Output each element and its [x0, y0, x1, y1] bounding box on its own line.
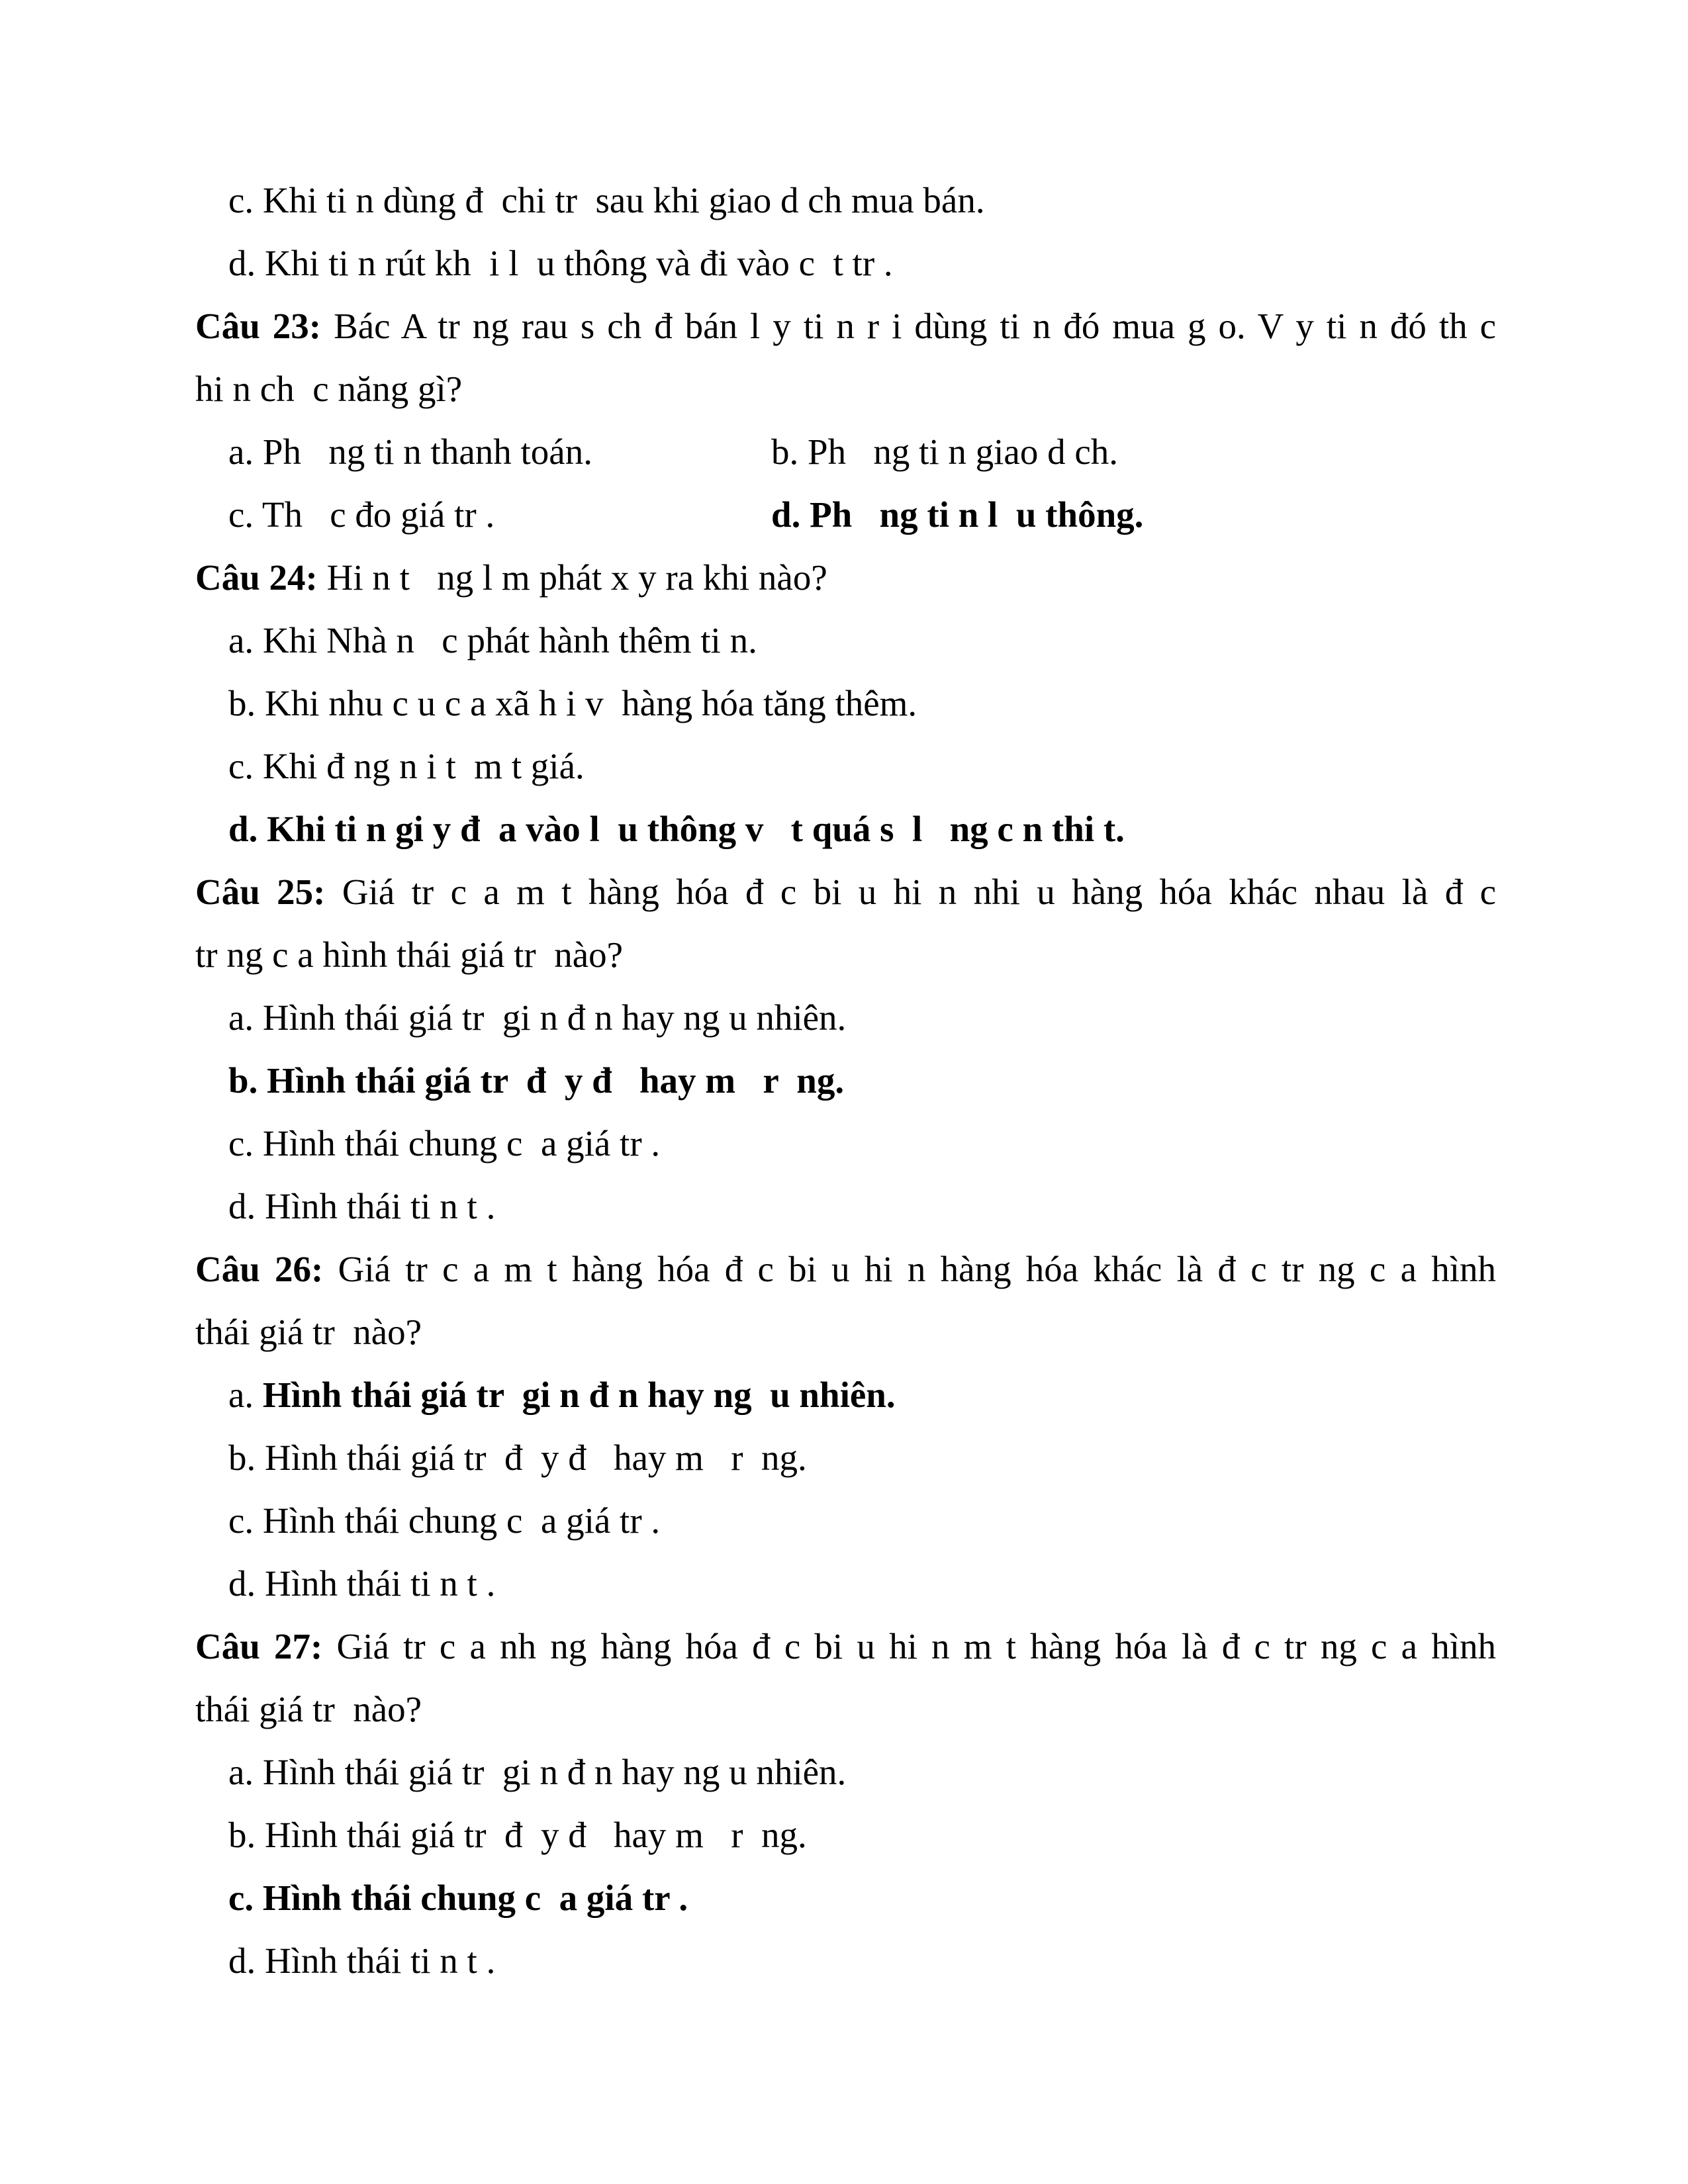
option-line [195, 1112, 1496, 1175]
option-line [195, 1552, 1496, 1615]
text-segment: a. Khi Nhà n c phát hành thêm ti n. [228, 620, 757, 660]
text-segment: c. Khi đ ng n i t m t giá. [228, 746, 585, 786]
text-segment: d. Hình thái ti n t . [228, 1563, 496, 1604]
question-line [195, 1615, 1496, 1678]
text-segment: hi n ch c năng gì? [195, 369, 463, 409]
option-line [195, 986, 1496, 1049]
text-segment: a. [228, 1375, 263, 1415]
text-segment: Câu 25: [195, 872, 342, 912]
text-segment: b. Hình thái giá tr đ y đ hay m r ng. [228, 1815, 807, 1855]
text-segment: thái giá tr nào? [195, 1312, 422, 1352]
text-segment: d. Hình thái ti n t . [228, 1940, 496, 1981]
continuation-line [195, 923, 1496, 986]
option-line [195, 672, 1496, 735]
continuation-line [195, 357, 1496, 420]
question-line [195, 546, 1496, 609]
option-line [195, 1049, 1496, 1112]
option-right-column [771, 420, 1118, 483]
text-segment: Giá tr c a m t hàng hóa đ c bi u hi n hàng hóa khác là đ c tr ng c a hình [338, 1249, 1497, 1289]
text-segment: d. Ph ng ti n l u thông. [771, 494, 1144, 535]
question-line [195, 860, 1496, 923]
text-segment: b. Ph ng ti n giao d ch. [771, 432, 1119, 472]
option-line [195, 609, 1496, 672]
text-segment: d. Khi ti n rút kh i l u thông và đi vào c t tr . [228, 243, 893, 283]
continuation-line [195, 1678, 1496, 1741]
text-segment: Hi n t ng l m phát x y ra khi nào? [326, 557, 827, 598]
document-body [195, 169, 1496, 1992]
option-line [195, 1426, 1496, 1489]
text-segment: c. Th c đo giá tr . [228, 494, 495, 535]
option-line [195, 1363, 1496, 1426]
text-segment: b. Khi nhu c u c a xã h i v hàng hóa tăng thêm. [228, 683, 917, 723]
option-line [195, 797, 1496, 860]
option-line [195, 735, 1496, 797]
text-segment: d. Hình thái ti n t . [228, 1186, 496, 1226]
text-segment: c. Hình thái chung c a giá tr . [228, 1123, 661, 1163]
text-segment: Câu 27: [195, 1626, 337, 1666]
option-line [195, 169, 1496, 232]
text-segment: tr ng c a hình thái giá tr nào? [195, 934, 624, 975]
text-segment: Câu 24: [195, 557, 327, 598]
text-segment: Giá tr c a m t hàng hóa đ c bi u hi n nhi u hàng hóa khác nhau là đ c [342, 872, 1496, 912]
option-line [195, 1175, 1496, 1238]
option-line [195, 1489, 1496, 1552]
question-line [195, 1238, 1496, 1300]
text-segment: a. Hình thái giá tr gi n đ n hay ng u nhiên. [228, 1752, 847, 1792]
text-segment: c. Hình thái chung c a giá tr . [228, 1878, 688, 1918]
text-segment: Giá tr c a nh ng hàng hóa đ c bi u hi n m t hàng hóa là đ c tr ng c a hình [336, 1626, 1496, 1666]
text-segment: b. Hình thái giá tr đ y đ hay m r ng. [228, 1437, 807, 1478]
two-col-option-line [195, 420, 1496, 483]
text-segment: Câu 23: [195, 306, 334, 346]
text-segment: a. Ph ng ti n thanh toán. [228, 432, 592, 472]
text-segment: thái giá tr nào? [195, 1689, 422, 1729]
text-segment: Câu 26: [195, 1249, 338, 1289]
text-segment: Hình thái giá tr gi n đ n hay ng u nhiên. [262, 1375, 896, 1415]
text-segment: Bác A tr ng rau s ch đ bán l y ti n r i dùng ti n đó mua g o. V y ti n đó th c [334, 306, 1496, 346]
text-segment: b. Hình thái giá tr đ y đ hay m r ng. [228, 1060, 845, 1101]
text-segment: d. Khi ti n gi y đ a vào l u thông v t quá s l ng c n thi t. [228, 809, 1125, 849]
option-line [195, 1929, 1496, 1992]
option-right-column [771, 483, 1143, 546]
option-line [195, 1741, 1496, 1803]
option-line [195, 1803, 1496, 1866]
option-line [195, 232, 1496, 295]
continuation-line [195, 1300, 1496, 1363]
two-col-option-line [195, 483, 1496, 546]
text-segment: a. Hình thái giá tr gi n đ n hay ng u nhiên. [228, 997, 847, 1038]
option-line [195, 1866, 1496, 1929]
text-segment: c. Hình thái chung c a giá tr . [228, 1500, 661, 1541]
text-segment: c. Khi ti n dùng đ chi tr sau khi giao d ch mua bán. [228, 180, 985, 220]
question-line [195, 295, 1496, 357]
